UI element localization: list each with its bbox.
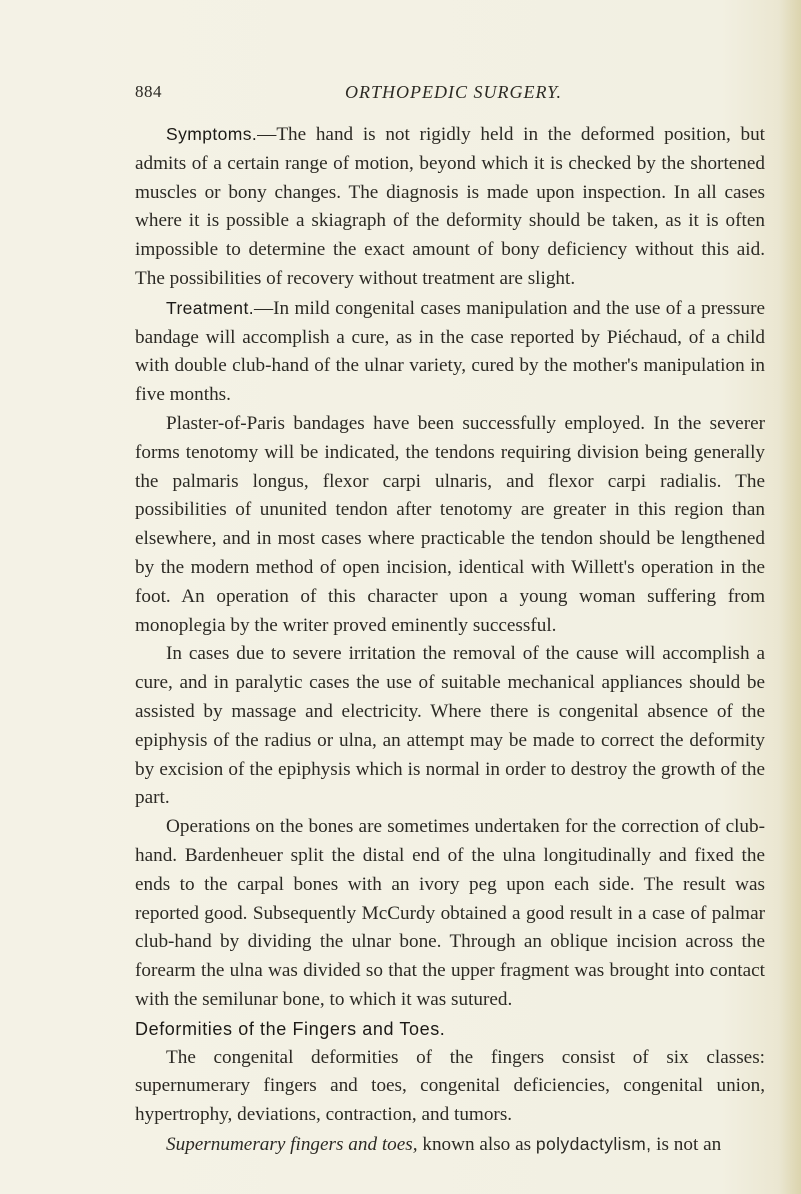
treatment-paragraph [135,294,765,410]
irritation-paragraph: In cases due to severe irritation the removal of the cause will accomplish a cure, and in paralytic cases the use of suitable mechanical appliances should be assisted by massage and electricity. Where there is congenital absence of the epiphysis of the radius or ulna, an attempt may be made to correct the deformity by excision of the epiphysis which is normal in order to destroy the growth of the part. [135,643,765,809]
supernumerary-end: is not an [651,1133,722,1155]
page-edge-shadow [779,0,801,1194]
symptoms-paragraph [135,120,765,294]
supernumerary-italic: Supernumerary fingers and toes, [166,1133,418,1155]
symptoms-run-head: Symptoms. [166,124,258,144]
supernumerary-paragraph [135,1130,765,1160]
treatment-text: —In mild congenital cases manipulation and the use of a pressure bandage will accomplish a cure, as in the case reported by Piéchaud, of a child with double club-hand of the ulnar variety, cured by the mother's manipulation in five months. [135,297,765,406]
body-text [135,120,765,1160]
congenital-deformities-paragraph: The congenital deformities of the fingers consist of six classes: supernumerary fingers and toes, congenital deficiencies, congenital union, hypertrophy, deviations, contraction, and tumors. [135,1046,765,1126]
symptoms-text: —The hand is not rigidly held in the deformed position, but admits of a certain range of motion, beyond which it is checked by the shortened muscles or bony changes. The diagnosis is made upon inspection. In all cases where it is possible a skiagraph of the deformity should be taken, as it is often impossible to determine the exact amount of bony deficiency without this aid. The possibilities of recovery without treatment are slight. [135,124,765,289]
supernumerary-mid: known also as [417,1133,536,1155]
page-number: 884 [135,82,162,101]
running-title: ORTHOPEDIC SURGERY. [345,82,563,102]
treatment-run-head: Treatment. [166,297,254,318]
plaster-paragraph: Plaster-of-Paris bandages have been successfully employed. In the severer forms tenotomy will be indicated, the tendons requiring division being generally the palmaris longus, flexor carpi ulnaris, and flexor carpi radialis. The possibilities of ununited tendon after tenotomy are greater in this region than elsewhere, and in most cases where practicable the tendon should be lengthened by the modern method of open incision, identical with Willett's operation in the foot. An operation of this character upon a young woman suffering from monoplegia by the writer proved eminently successful. [135,412,765,636]
page-header [0,82,801,110]
section-heading: Deformities of the Fingers and Toes. [135,1018,446,1039]
bone-operations-paragraph: Operations on the bones are sometimes undertaken for the correction of club-hand. Bardenheuer split the distal end of the ulna longitudinally and fixed the ends to the carpal bones with an ivory peg upon each side. The result was reported good. Subsequently McCurdy obtained a good result in a case of palmar club-hand by dividing the ulnar bone. Through an oblique incision across the forearm the ulna was divided so that the upper fragment was brought into contact with the semilunar bone, to which it was sutured. [135,816,765,1010]
polydactylism-term: polydactylism, [535,1133,652,1154]
